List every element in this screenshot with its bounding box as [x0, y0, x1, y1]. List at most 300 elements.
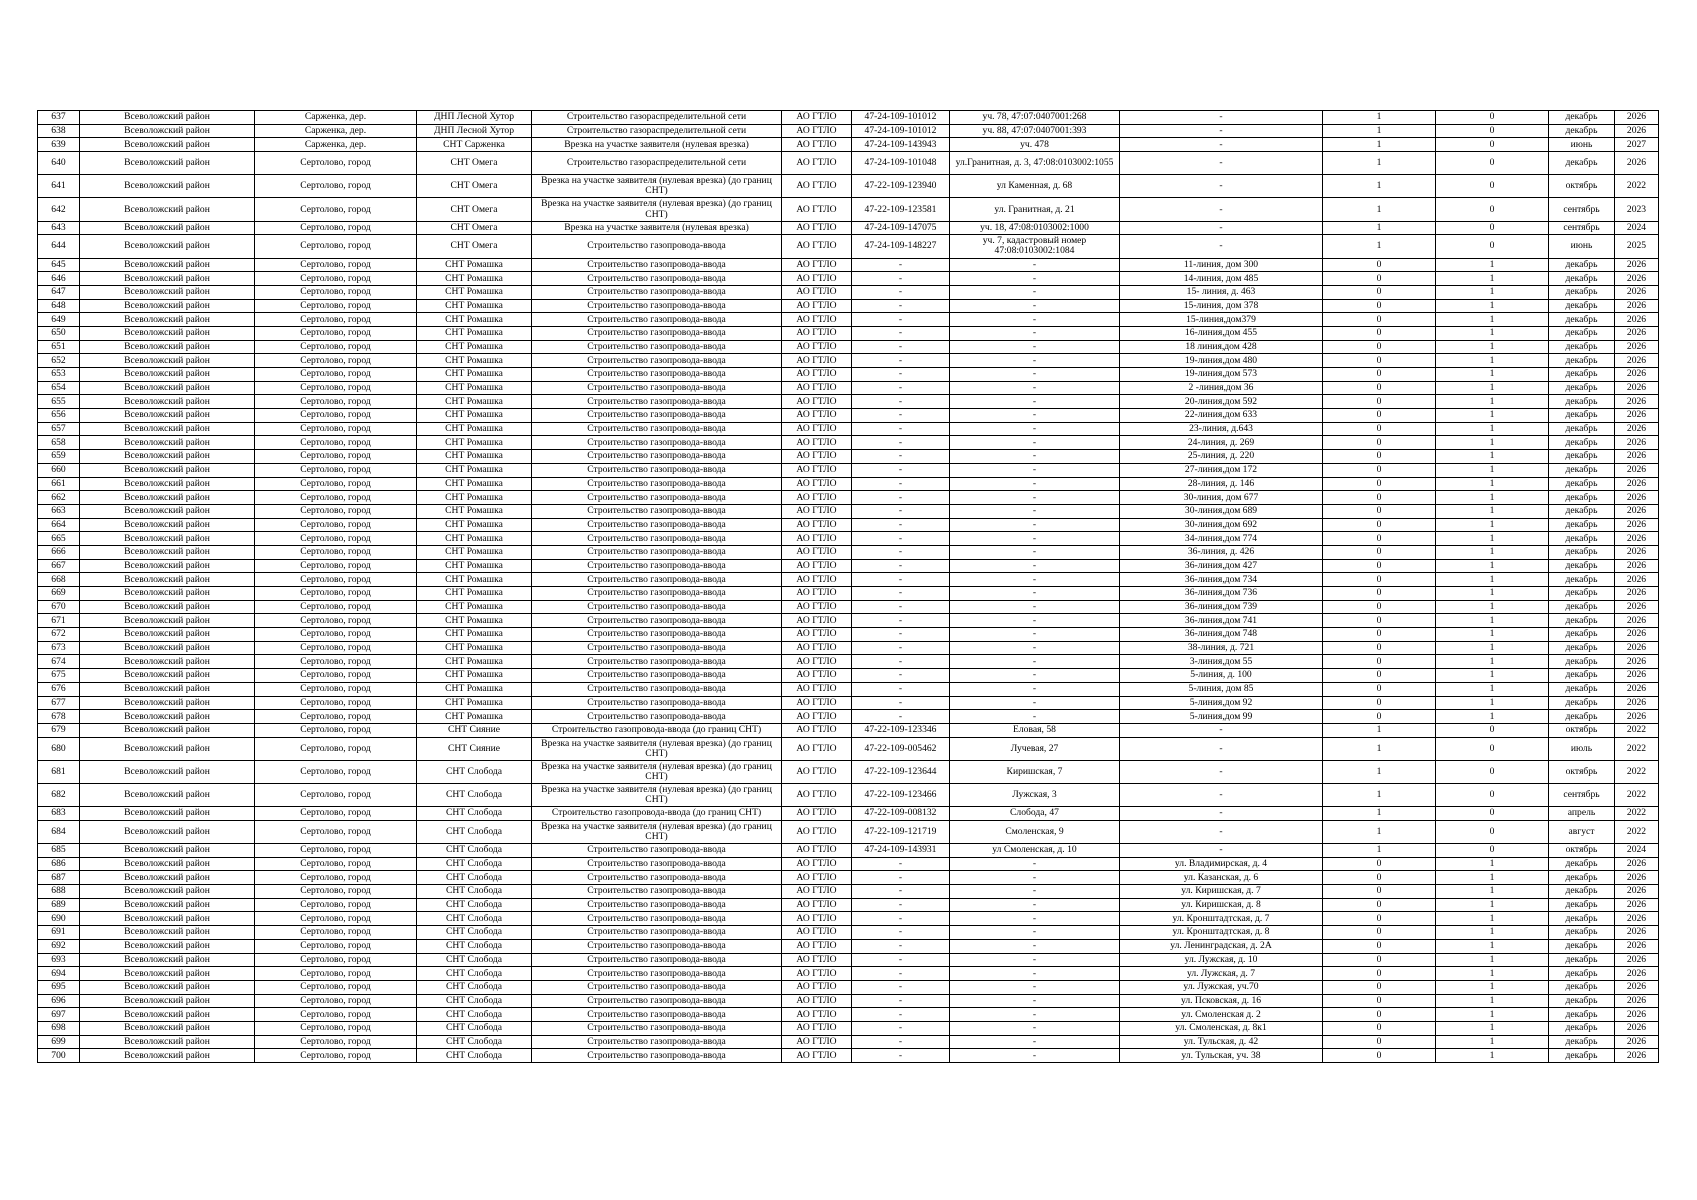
work-type-cell: Строительство газопровода-ввода	[532, 491, 782, 505]
application-number-cell: -	[852, 477, 950, 491]
organization-cell: АО ГТЛО	[782, 844, 852, 858]
table-row	[38, 980, 1659, 994]
address-cell: Лужская, 3	[950, 783, 1120, 806]
work-type-cell: Строительство газопровода-ввода	[532, 614, 782, 628]
month-cell: декабрь	[1549, 1035, 1615, 1049]
month-cell: август	[1549, 820, 1615, 843]
year-cell: 2026	[1615, 967, 1659, 981]
year-cell: 2026	[1615, 313, 1659, 327]
object-cell: СНТ Ромашка	[417, 299, 532, 313]
address-extra-cell: 30-линия, дом 677	[1120, 491, 1323, 505]
table-row	[38, 326, 1659, 340]
locality-cell: Сертолово, город	[255, 518, 417, 532]
locality-cell: Сертолово, город	[255, 545, 417, 559]
count-2-cell: 1	[1436, 354, 1549, 368]
object-cell: СНТ Ромашка	[417, 710, 532, 724]
work-type-cell: Строительство газопровода-ввода	[532, 669, 782, 683]
application-number-cell: -	[852, 857, 950, 871]
organization-cell: АО ГТЛО	[782, 313, 852, 327]
table-row	[38, 313, 1659, 327]
locality-cell: Сертолово, город	[255, 737, 417, 760]
address-cell: -	[950, 299, 1120, 313]
work-type-cell: Врезка на участке заявителя (нулевая врезка) (до границ СНТ)	[532, 175, 782, 198]
district-cell: Всеволожский район	[80, 235, 255, 258]
address-extra-cell: 14-линия, дом 485	[1120, 272, 1323, 286]
address-cell: Еловая, 58	[950, 723, 1120, 737]
row-number-cell: 682	[38, 783, 80, 806]
month-cell: декабрь	[1549, 710, 1615, 724]
organization-cell: АО ГТЛО	[782, 573, 852, 587]
table-row	[38, 422, 1659, 436]
count-1-cell: 0	[1323, 1021, 1436, 1035]
locality-cell: Сертолово, город	[255, 655, 417, 669]
locality-cell: Сертолово, город	[255, 258, 417, 272]
count-1-cell: 0	[1323, 354, 1436, 368]
month-cell: декабрь	[1549, 436, 1615, 450]
month-cell: сентябрь	[1549, 221, 1615, 235]
year-cell: 2026	[1615, 682, 1659, 696]
year-cell: 2026	[1615, 710, 1659, 724]
work-type-cell: Строительство газораспределительной сети	[532, 124, 782, 138]
address-extra-cell: -	[1120, 807, 1323, 821]
table-row	[38, 235, 1659, 258]
count-1-cell: 0	[1323, 504, 1436, 518]
count-1-cell: 0	[1323, 1049, 1436, 1063]
work-type-cell: Строительство газопровода-ввода	[532, 450, 782, 464]
address-extra-cell: 30-линия,дом 692	[1120, 518, 1323, 532]
count-2-cell: 1	[1436, 258, 1549, 272]
district-cell: Всеволожский район	[80, 491, 255, 505]
address-cell: -	[950, 326, 1120, 340]
application-number-cell: -	[852, 871, 950, 885]
count-2-cell: 0	[1436, 737, 1549, 760]
count-2-cell: 0	[1436, 152, 1549, 175]
locality-cell: Сертолово, город	[255, 381, 417, 395]
count-1-cell: 0	[1323, 953, 1436, 967]
object-cell: СНТ Ромашка	[417, 340, 532, 354]
district-cell: Всеволожский район	[80, 409, 255, 423]
year-cell: 2026	[1615, 939, 1659, 953]
row-number-cell: 662	[38, 491, 80, 505]
address-cell: уч. 478	[950, 138, 1120, 152]
count-1-cell: 0	[1323, 912, 1436, 926]
table-row	[38, 994, 1659, 1008]
address-cell: Киришская, 7	[950, 760, 1120, 783]
application-number-cell: 47-22-109-123644	[852, 760, 950, 783]
work-type-cell: Строительство газопровода-ввода	[532, 326, 782, 340]
address-extra-cell: ул. Псковская, д. 16	[1120, 994, 1323, 1008]
district-cell: Всеволожский район	[80, 395, 255, 409]
year-cell: 2026	[1615, 395, 1659, 409]
count-1-cell: 0	[1323, 710, 1436, 724]
row-number-cell: 683	[38, 807, 80, 821]
row-number-cell: 661	[38, 477, 80, 491]
count-2-cell: 1	[1436, 518, 1549, 532]
row-number-cell: 640	[38, 152, 80, 175]
organization-cell: АО ГТЛО	[782, 783, 852, 806]
district-cell: Всеволожский район	[80, 655, 255, 669]
object-cell: СНТ Слобода	[417, 1021, 532, 1035]
table-row	[38, 710, 1659, 724]
count-2-cell: 1	[1436, 710, 1549, 724]
object-cell: СНТ Сияние	[417, 737, 532, 760]
address-cell: Слобода, 47	[950, 807, 1120, 821]
address-extra-cell: 36-линия,дом 736	[1120, 587, 1323, 601]
application-number-cell: -	[852, 980, 950, 994]
row-number-cell: 686	[38, 857, 80, 871]
organization-cell: АО ГТЛО	[782, 1049, 852, 1063]
locality-cell: Сертолово, город	[255, 820, 417, 843]
locality-cell: Сертолово, город	[255, 1008, 417, 1022]
table-row	[38, 395, 1659, 409]
work-type-cell: Строительство газопровода-ввода	[532, 898, 782, 912]
count-1-cell: 0	[1323, 898, 1436, 912]
application-number-cell: -	[852, 600, 950, 614]
year-cell: 2026	[1615, 1008, 1659, 1022]
organization-cell: АО ГТЛО	[782, 926, 852, 940]
locality-cell: Сертолово, город	[255, 600, 417, 614]
object-cell: СНТ Омега	[417, 152, 532, 175]
count-1-cell: 0	[1323, 409, 1436, 423]
table-row	[38, 967, 1659, 981]
application-number-cell: -	[852, 655, 950, 669]
month-cell: декабрь	[1549, 669, 1615, 683]
locality-cell: Сертолово, город	[255, 710, 417, 724]
year-cell: 2026	[1615, 354, 1659, 368]
month-cell: декабрь	[1549, 368, 1615, 382]
address-extra-cell: 16-линия,дом 455	[1120, 326, 1323, 340]
year-cell: 2026	[1615, 518, 1659, 532]
object-cell: СНТ Сияние	[417, 723, 532, 737]
district-cell: Всеволожский район	[80, 871, 255, 885]
work-type-cell: Строительство газопровода-ввода (до границ СНТ)	[532, 723, 782, 737]
address-cell: -	[950, 669, 1120, 683]
table-row	[38, 926, 1659, 940]
organization-cell: АО ГТЛО	[782, 682, 852, 696]
month-cell: декабрь	[1549, 340, 1615, 354]
address-extra-cell: -	[1120, 152, 1323, 175]
object-cell: СНТ Ромашка	[417, 477, 532, 491]
address-cell: -	[950, 395, 1120, 409]
table-row	[38, 820, 1659, 843]
locality-cell: Сертолово, город	[255, 939, 417, 953]
count-1-cell: 0	[1323, 313, 1436, 327]
count-1-cell: 0	[1323, 532, 1436, 546]
district-cell: Всеволожский район	[80, 844, 255, 858]
work-type-cell: Строительство газопровода-ввода	[532, 313, 782, 327]
application-number-cell: -	[852, 628, 950, 642]
count-2-cell: 1	[1436, 600, 1549, 614]
address-cell: -	[950, 450, 1120, 464]
district-cell: Всеволожский район	[80, 737, 255, 760]
work-type-cell: Строительство газопровода-ввода	[532, 477, 782, 491]
organization-cell: АО ГТЛО	[782, 111, 852, 125]
row-number-cell: 674	[38, 655, 80, 669]
application-number-cell: -	[852, 436, 950, 450]
table-row	[38, 463, 1659, 477]
object-cell: СНТ Омега	[417, 235, 532, 258]
address-cell: -	[950, 980, 1120, 994]
organization-cell: АО ГТЛО	[782, 994, 852, 1008]
year-cell: 2026	[1615, 871, 1659, 885]
locality-cell: Сертолово, город	[255, 1049, 417, 1063]
application-number-cell: -	[852, 354, 950, 368]
count-2-cell: 1	[1436, 573, 1549, 587]
work-type-cell: Строительство газопровода-ввода	[532, 655, 782, 669]
count-2-cell: 1	[1436, 491, 1549, 505]
district-cell: Всеволожский район	[80, 285, 255, 299]
address-cell: -	[950, 898, 1120, 912]
row-number-cell: 671	[38, 614, 80, 628]
organization-cell: АО ГТЛО	[782, 600, 852, 614]
organization-cell: АО ГТЛО	[782, 1008, 852, 1022]
month-cell: декабрь	[1549, 545, 1615, 559]
application-number-cell: -	[852, 368, 950, 382]
row-number-cell: 700	[38, 1049, 80, 1063]
address-cell: -	[950, 573, 1120, 587]
district-cell: Всеволожский район	[80, 600, 255, 614]
table-row	[38, 198, 1659, 221]
table-row	[38, 1049, 1659, 1063]
organization-cell: АО ГТЛО	[782, 967, 852, 981]
locality-cell: Сертолово, город	[255, 477, 417, 491]
month-cell: декабрь	[1549, 1021, 1615, 1035]
count-2-cell: 0	[1436, 807, 1549, 821]
year-cell: 2026	[1615, 532, 1659, 546]
work-type-cell: Строительство газопровода-ввода	[532, 354, 782, 368]
locality-cell: Сертолово, город	[255, 368, 417, 382]
address-extra-cell: 27-линия,дом 172	[1120, 463, 1323, 477]
organization-cell: АО ГТЛО	[782, 587, 852, 601]
address-extra-cell: ул. Владимирская, д. 4	[1120, 857, 1323, 871]
object-cell: СНТ Слобода	[417, 760, 532, 783]
address-cell: -	[950, 926, 1120, 940]
count-2-cell: 1	[1436, 368, 1549, 382]
locality-cell: Сертолово, город	[255, 953, 417, 967]
object-cell: СНТ Ромашка	[417, 354, 532, 368]
object-cell: СНТ Ромашка	[417, 545, 532, 559]
count-2-cell: 0	[1436, 235, 1549, 258]
year-cell: 2026	[1615, 409, 1659, 423]
table-row	[38, 807, 1659, 821]
count-2-cell: 1	[1436, 669, 1549, 683]
locality-cell: Сертолово, город	[255, 682, 417, 696]
district-cell: Всеволожский район	[80, 994, 255, 1008]
count-1-cell: 1	[1323, 175, 1436, 198]
object-cell: СНТ Сарженка	[417, 138, 532, 152]
count-1-cell: 0	[1323, 939, 1436, 953]
count-1-cell: 1	[1323, 737, 1436, 760]
locality-cell: Сертолово, город	[255, 760, 417, 783]
address-extra-cell: ул. Смоленская, д. 8к1	[1120, 1021, 1323, 1035]
table-row	[38, 885, 1659, 899]
month-cell: декабрь	[1549, 953, 1615, 967]
table-row	[38, 258, 1659, 272]
address-cell: -	[950, 641, 1120, 655]
organization-cell: АО ГТЛО	[782, 409, 852, 423]
row-number-cell: 673	[38, 641, 80, 655]
address-cell: ул Каменная, д. 68	[950, 175, 1120, 198]
month-cell: декабрь	[1549, 504, 1615, 518]
application-number-cell: -	[852, 285, 950, 299]
object-cell: СНТ Ромашка	[417, 504, 532, 518]
application-number-cell: -	[852, 491, 950, 505]
address-extra-cell: ул. Ленинградская, д. 2А	[1120, 939, 1323, 953]
address-extra-cell: -	[1120, 820, 1323, 843]
work-type-cell: Врезка на участке заявителя (нулевая врезка) (до границ СНТ)	[532, 783, 782, 806]
work-type-cell: Строительство газопровода-ввода	[532, 436, 782, 450]
year-cell: 2026	[1615, 477, 1659, 491]
count-1-cell: 0	[1323, 395, 1436, 409]
address-cell: -	[950, 682, 1120, 696]
year-cell: 2026	[1615, 299, 1659, 313]
month-cell: декабрь	[1549, 409, 1615, 423]
row-number-cell: 675	[38, 669, 80, 683]
district-cell: Всеволожский район	[80, 820, 255, 843]
count-1-cell: 1	[1323, 760, 1436, 783]
object-cell: ДНП Лесной Хутор	[417, 111, 532, 125]
table-row	[38, 655, 1659, 669]
table-row	[38, 669, 1659, 683]
district-cell: Всеволожский район	[80, 939, 255, 953]
count-2-cell: 1	[1436, 614, 1549, 628]
table-row	[38, 299, 1659, 313]
count-2-cell: 1	[1436, 1035, 1549, 1049]
address-extra-cell: -	[1120, 844, 1323, 858]
object-cell: СНТ Ромашка	[417, 614, 532, 628]
application-number-cell: -	[852, 898, 950, 912]
object-cell: СНТ Омега	[417, 221, 532, 235]
count-1-cell: 0	[1323, 477, 1436, 491]
count-1-cell: 0	[1323, 682, 1436, 696]
year-cell: 2026	[1615, 124, 1659, 138]
locality-cell: Сертолово, город	[255, 422, 417, 436]
locality-cell: Сертолово, город	[255, 463, 417, 477]
count-1-cell: 1	[1323, 111, 1436, 125]
month-cell: декабрь	[1549, 939, 1615, 953]
work-type-cell: Строительство газопровода-ввода	[532, 235, 782, 258]
work-type-cell: Строительство газопровода-ввода	[532, 939, 782, 953]
table-row	[38, 272, 1659, 286]
row-number-cell: 680	[38, 737, 80, 760]
object-cell: СНТ Слобода	[417, 953, 532, 967]
count-2-cell: 0	[1436, 760, 1549, 783]
count-1-cell: 0	[1323, 422, 1436, 436]
count-1-cell: 0	[1323, 980, 1436, 994]
district-cell: Всеволожский район	[80, 885, 255, 899]
year-cell: 2025	[1615, 235, 1659, 258]
address-extra-cell: -	[1120, 723, 1323, 737]
organization-cell: АО ГТЛО	[782, 912, 852, 926]
locality-cell: Сертолово, город	[255, 354, 417, 368]
year-cell: 2026	[1615, 898, 1659, 912]
count-1-cell: 0	[1323, 340, 1436, 354]
work-type-cell: Строительство газопровода-ввода	[532, 912, 782, 926]
table-row	[38, 340, 1659, 354]
work-type-cell: Строительство газопровода-ввода	[532, 682, 782, 696]
address-cell: -	[950, 1035, 1120, 1049]
year-cell: 2026	[1615, 504, 1659, 518]
locality-cell: Сертолово, город	[255, 559, 417, 573]
object-cell: СНТ Слобода	[417, 807, 532, 821]
address-cell: -	[950, 477, 1120, 491]
month-cell: декабрь	[1549, 628, 1615, 642]
application-number-cell: -	[852, 545, 950, 559]
address-extra-cell: 28-линия, д. 146	[1120, 477, 1323, 491]
object-cell: СНТ Ромашка	[417, 696, 532, 710]
locality-cell: Сертолово, город	[255, 450, 417, 464]
row-number-cell: 695	[38, 980, 80, 994]
row-number-cell: 669	[38, 587, 80, 601]
month-cell: декабрь	[1549, 111, 1615, 125]
locality-cell: Сертолово, город	[255, 783, 417, 806]
count-1-cell: 0	[1323, 926, 1436, 940]
locality-cell: Сертолово, город	[255, 504, 417, 518]
organization-cell: АО ГТЛО	[782, 939, 852, 953]
year-cell: 2026	[1615, 994, 1659, 1008]
count-2-cell: 1	[1436, 463, 1549, 477]
organization-cell: АО ГТЛО	[782, 1021, 852, 1035]
month-cell: декабрь	[1549, 152, 1615, 175]
count-2-cell: 1	[1436, 545, 1549, 559]
address-cell: -	[950, 559, 1120, 573]
application-number-cell: -	[852, 669, 950, 683]
object-cell: СНТ Ромашка	[417, 450, 532, 464]
organization-cell: АО ГТЛО	[782, 258, 852, 272]
address-extra-cell: -	[1120, 737, 1323, 760]
month-cell: декабрь	[1549, 124, 1615, 138]
application-number-cell: 47-22-109-008132	[852, 807, 950, 821]
month-cell: декабрь	[1549, 559, 1615, 573]
object-cell: СНТ Слобода	[417, 1049, 532, 1063]
locality-cell: Сертолово, город	[255, 491, 417, 505]
work-type-cell: Строительство газопровода-ввода	[532, 1035, 782, 1049]
district-cell: Всеволожский район	[80, 912, 255, 926]
district-cell: Всеволожский район	[80, 221, 255, 235]
row-number-cell: 660	[38, 463, 80, 477]
district-cell: Всеволожский район	[80, 436, 255, 450]
object-cell: СНТ Ромашка	[417, 368, 532, 382]
year-cell: 2026	[1615, 628, 1659, 642]
address-extra-cell: ул. Кронштадтская, д. 7	[1120, 912, 1323, 926]
year-cell: 2022	[1615, 175, 1659, 198]
count-1-cell: 0	[1323, 696, 1436, 710]
application-number-cell: -	[852, 573, 950, 587]
address-extra-cell: 15-линия, дом 378	[1120, 299, 1323, 313]
work-type-cell: Строительство газопровода-ввода	[532, 409, 782, 423]
locality-cell: Сертолово, город	[255, 857, 417, 871]
address-extra-cell: 24-линия, д. 269	[1120, 436, 1323, 450]
work-type-cell: Строительство газопровода-ввода	[532, 381, 782, 395]
address-extra-cell: ул. Казанская, д. 6	[1120, 871, 1323, 885]
address-cell: -	[950, 967, 1120, 981]
month-cell: июнь	[1549, 138, 1615, 152]
locality-cell: Сертолово, город	[255, 885, 417, 899]
year-cell: 2022	[1615, 783, 1659, 806]
count-2-cell: 1	[1436, 299, 1549, 313]
work-type-cell: Строительство газопровода-ввода	[532, 518, 782, 532]
row-number-cell: 685	[38, 844, 80, 858]
row-number-cell: 697	[38, 1008, 80, 1022]
work-type-cell: Строительство газопровода-ввода	[532, 1021, 782, 1035]
object-cell: СНТ Ромашка	[417, 381, 532, 395]
row-number-cell: 665	[38, 532, 80, 546]
year-cell: 2026	[1615, 436, 1659, 450]
locality-cell: Сертолово, город	[255, 313, 417, 327]
row-number-cell: 659	[38, 450, 80, 464]
year-cell: 2026	[1615, 669, 1659, 683]
district-cell: Всеволожский район	[80, 299, 255, 313]
